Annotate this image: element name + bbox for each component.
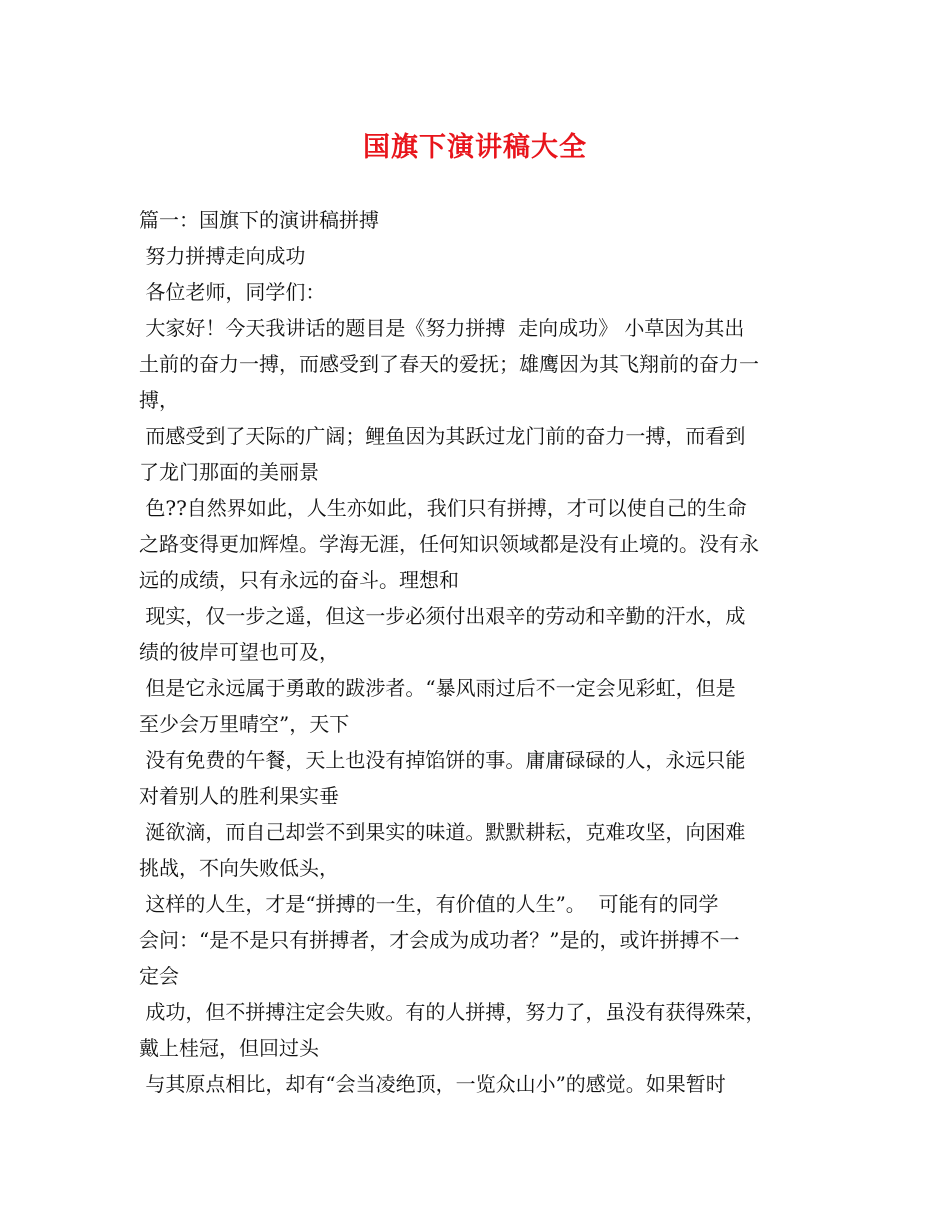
text-line: 土前的奋力一搏，而感受到了春天的爱抚；雄鹰因为其飞翔前的奋力一 [139, 352, 759, 376]
text-line: 现实，仅一步之遥，但这一步必须付出艰辛的劳动和辛勤的汗水，成 [139, 604, 746, 628]
text-line: 成功，但不拼搏注定会失败。有的人拼搏，努力了，虽没有获得殊荣， [139, 1000, 766, 1024]
text-line: 挑战，不向失败低头， [139, 856, 339, 880]
text-line: 搏， [139, 388, 179, 412]
text-line: 努力拼搏走向成功 [139, 244, 306, 268]
text-line: 涎欲滴，而自己却尝不到果实的味道。默默耕耘，克难攻坚，向困难 [139, 820, 746, 844]
text-line: 会问：“是不是只有拼搏者，才会成为成功者？”是的，或许拼搏不一 [139, 928, 740, 952]
text-line: 之路变得更加辉煌。学海无涯，任何知识领域都是没有止境的。没有永 [139, 532, 759, 556]
text-line: 了龙门那面的美丽景 [139, 460, 319, 484]
text-line: 大家好！今天我讲话的题目是《努力拼搏 走向成功》 小草因为其出 [139, 316, 745, 340]
document-body [139, 202, 819, 1102]
text-line: 但是它永远属于勇敢的跋涉者。“暴风雨过后不一定会见彩虹，但是 [139, 676, 736, 700]
text-line: 色??自然界如此，人生亦如此，我们只有拼搏，才可以使自己的生命 [139, 496, 747, 520]
text-line: 至少会万里晴空”，天下 [139, 712, 350, 736]
text-line: 这样的人生，才是“拼搏的一生，有价值的人生”。 可能有的同学 [139, 892, 719, 916]
text-line: 与其原点相比，却有“会当凌绝顶，一览众山小”的感觉。如果暂时 [139, 1072, 726, 1096]
text-line: 远的成绩，只有永远的奋斗。理想和 [139, 568, 459, 592]
text-line: 定会 [139, 964, 179, 988]
text-line: 没有免费的午餐，天上也没有掉馅饼的事。庸庸碌碌的人，永远只能 [139, 748, 746, 772]
document-title: 国旗下演讲稿大全 [363, 132, 587, 163]
text-line: 各位老师，同学们： [139, 280, 326, 304]
text-line: 对着别人的胜利果实垂 [139, 784, 339, 808]
text-line: 而感受到了天际的广阔；鲤鱼因为其跃过龙门前的奋力一搏，而看到 [139, 424, 746, 448]
text-line: 戴上桂冠，但回过头 [139, 1036, 319, 1060]
text-line: 篇一：国旗下的演讲稿拼搏 [139, 208, 379, 232]
text-line: 绩的彼岸可望也可及， [139, 640, 339, 664]
